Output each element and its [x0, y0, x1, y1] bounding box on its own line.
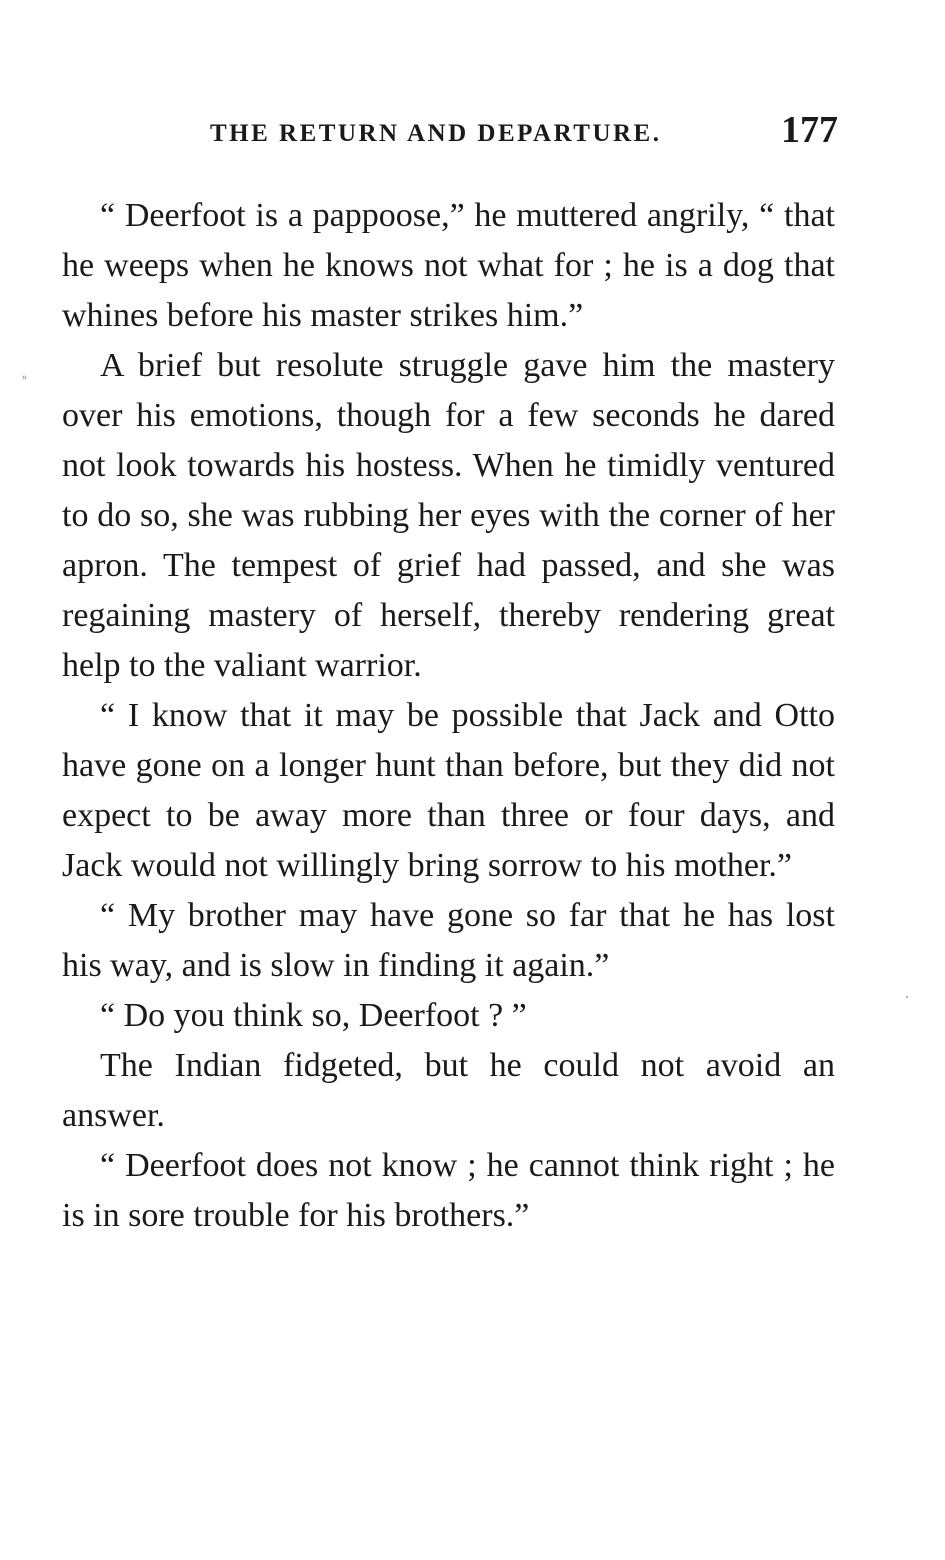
- paragraph: “ Deerfoot is a pappoose,” he muttered angrily, “ that he weeps when he knows not what for ; he is a dog that whines before his master strikes him.”: [62, 197, 835, 334]
- paragraph: “ Deerfoot does not know ; he cannot think right ; he is in sore trouble for his brothers.”: [62, 1147, 835, 1234]
- paragraph: “ My brother may have gone so far that he has lost his way, and is slow in finding it again.”: [62, 897, 835, 984]
- margin-mark: »: [22, 372, 27, 383]
- paragraph: The Indian fidgeted, but he could not avoid an answer.: [62, 1047, 835, 1134]
- paragraph: A brief but resolute struggle gave him the mastery over his emotions, though for a few seconds he dared not look towards his hostess. When he timidly ventured to do so, she was rubbing her eyes with the corner of her apron. The tempest of grief had passed, and she was regaining mastery of herself, thereby rendering great help to the valiant warrior.: [62, 347, 835, 684]
- running-title: THE RETURN AND DEPARTURE.: [210, 120, 662, 147]
- margin-speck: [906, 996, 908, 998]
- paragraph: “ I know that it may be possible that Jack and Otto have gone on a longer hunt than before, but they did not expect to be away more than three or four days, and Jack would not willingly bring sorrow to his mother.”: [62, 697, 835, 884]
- page-number: 177: [781, 109, 838, 151]
- paragraph: “ Do you think so, Deerfoot ? ”: [100, 997, 527, 1034]
- running-head: [62, 108, 838, 158]
- body-text: [62, 191, 835, 1241]
